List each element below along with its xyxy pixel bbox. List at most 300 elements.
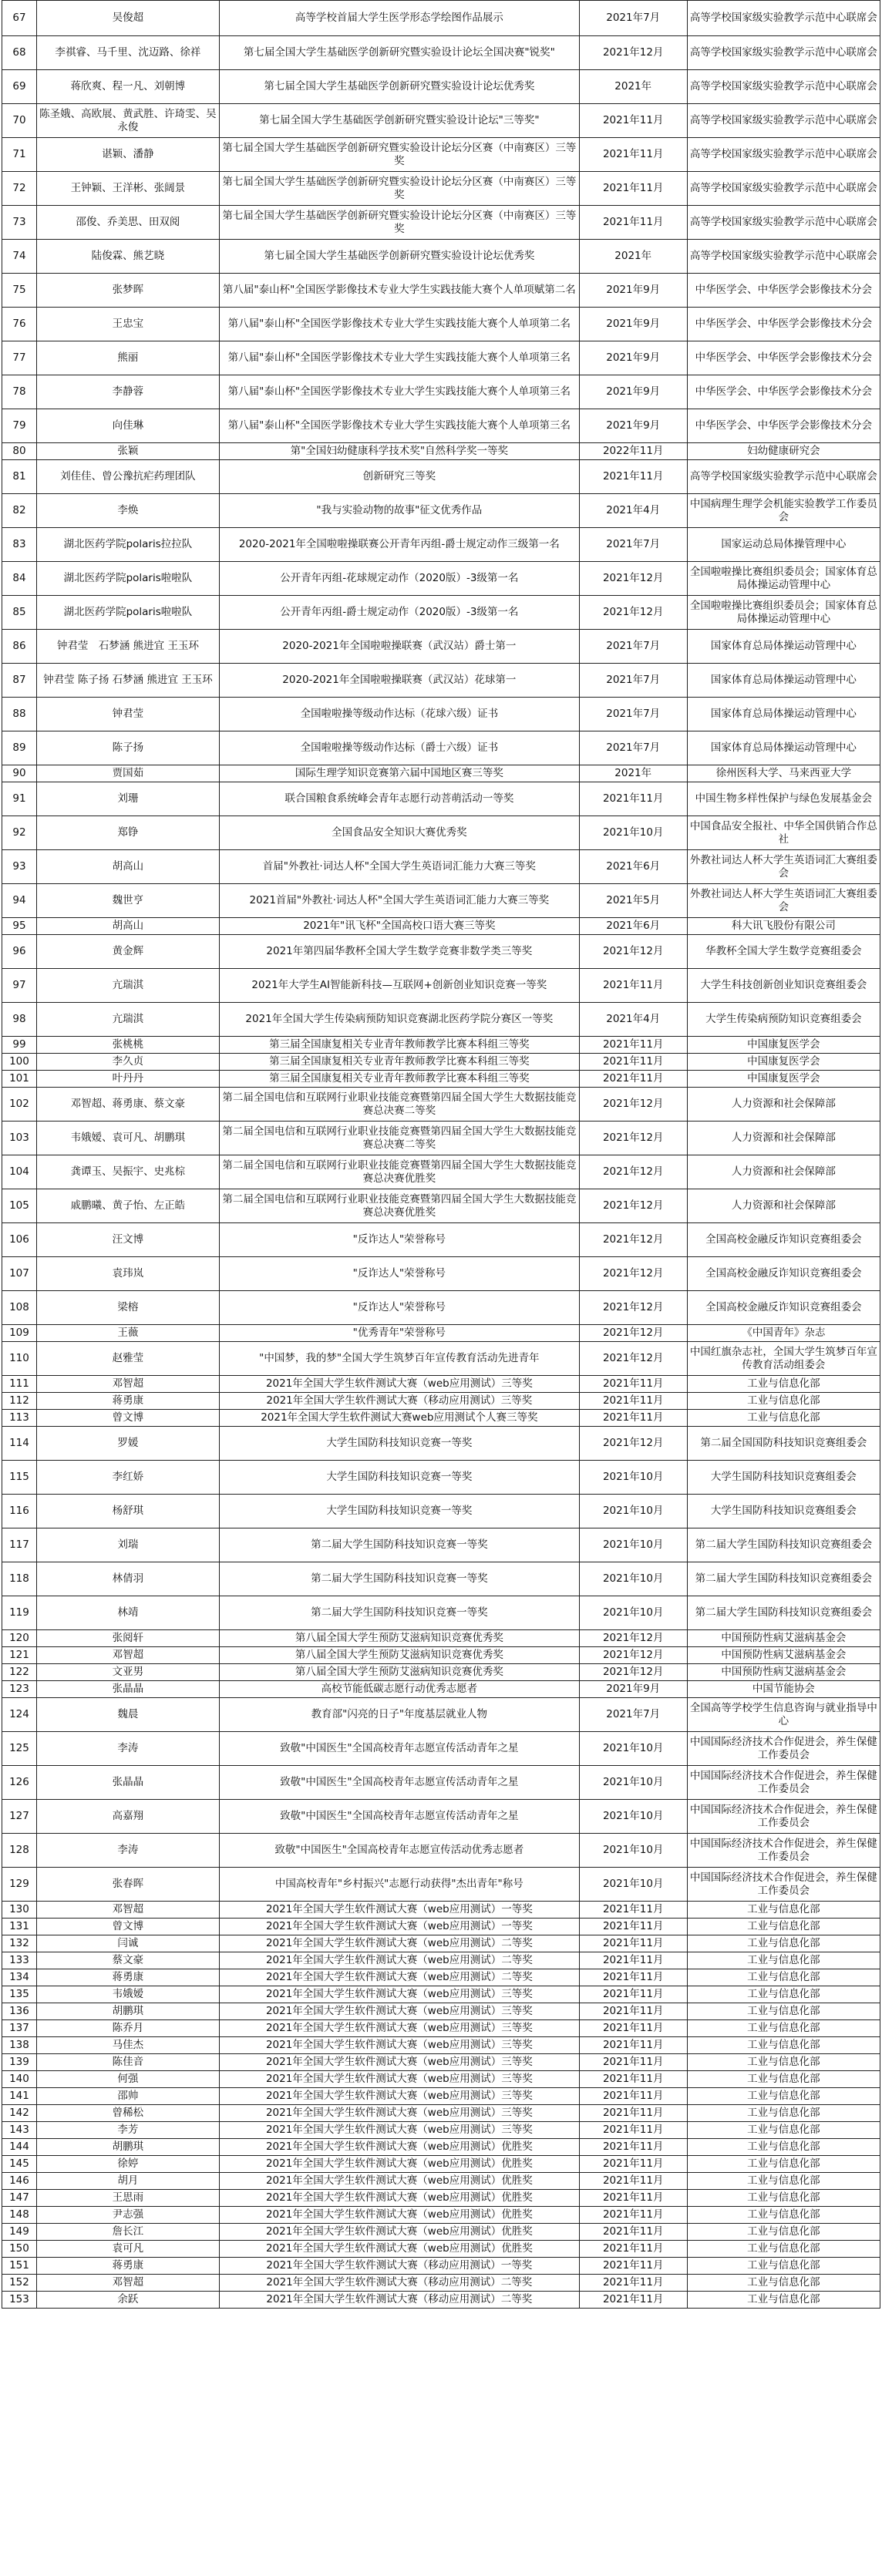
award-title: 联合国粮食系统峰会青年志愿行动菩萌活动一等奖 xyxy=(219,782,579,816)
winner-names: 陈佳音 xyxy=(36,2054,219,2071)
row-number: 96 xyxy=(2,935,37,969)
row-number: 139 xyxy=(2,2054,37,2071)
award-date: 2021年11月 xyxy=(579,1952,687,1969)
table-row xyxy=(2,1868,880,1902)
issuing-organization: 第二届全国国防科技知识竞赛组委会 xyxy=(687,1427,880,1461)
award-title: 第二届大学生国防科技知识竞赛一等奖 xyxy=(219,1528,579,1562)
award-date: 2021年11月 xyxy=(579,1393,687,1410)
issuing-organization: 工业与信息化部 xyxy=(687,2292,880,2309)
table-row xyxy=(2,2037,880,2054)
award-date: 2021年9月 xyxy=(579,274,687,308)
award-date: 2021年6月 xyxy=(579,850,687,884)
award-date: 2021年9月 xyxy=(579,308,687,341)
row-number: 88 xyxy=(2,698,37,731)
award-title: 2021年大学生AI智能新科技—互联网+创新创业知识竞赛一等奖 xyxy=(219,969,579,1003)
table-row xyxy=(2,2139,880,2156)
award-date: 2021年11月 xyxy=(579,2156,687,2173)
award-title: 2021首届"外教社·词达人杯"全国大学生英语词汇能力大赛三等奖 xyxy=(219,884,579,918)
winner-names: 邓智超 xyxy=(36,1902,219,1919)
row-number: 116 xyxy=(2,1495,37,1528)
award-date: 2021年10月 xyxy=(579,1461,687,1495)
winner-names: 袁玮岚 xyxy=(36,1257,219,1291)
row-number: 149 xyxy=(2,2224,37,2241)
row-number: 74 xyxy=(2,240,37,274)
award-date: 2021年10月 xyxy=(579,1766,687,1800)
award-title: 全国啦啦操等级动作达标（爵士六级）证书 xyxy=(219,731,579,765)
award-title: 致敬"中国医生"全国高校青年志愿宣传活动优秀志愿者 xyxy=(219,1834,579,1868)
winner-names: 张春晖 xyxy=(36,1868,219,1902)
winner-names: 杨舒琪 xyxy=(36,1495,219,1528)
issuing-organization: 中国国际经济技术合作促进会，养生保健工作委员会 xyxy=(687,1800,880,1834)
row-number: 79 xyxy=(2,409,37,443)
issuing-organization: 中国国际经济技术合作促进会，养生保健工作委员会 xyxy=(687,1834,880,1868)
award-title: 第七届全国大学生基础医学创新研究暨实验设计论坛全国决赛"锐奖" xyxy=(219,36,579,70)
row-number: 128 xyxy=(2,1834,37,1868)
issuing-organization: 中华医学会、中华医学会影像技术分会 xyxy=(687,409,880,443)
table-row xyxy=(2,1800,880,1834)
award-title: 第七届全国大学生基础医学创新研究暨实验设计论坛"三等奖" xyxy=(219,104,579,138)
winner-names: 张阅轩 xyxy=(36,1630,219,1647)
row-number: 115 xyxy=(2,1461,37,1495)
issuing-organization: 中国食品安全报社、中华全国供销合作总社 xyxy=(687,816,880,850)
award-date: 2021年11月 xyxy=(579,2224,687,2241)
award-title: 2021年全国大学生软件测试大赛（web应用测试）优胜奖 xyxy=(219,2241,579,2258)
table-row xyxy=(2,460,880,494)
award-date: 2021年12月 xyxy=(579,1189,687,1223)
winner-names: 韦娥嫒 xyxy=(36,1986,219,2003)
winner-names: 赵雅莹 xyxy=(36,1342,219,1376)
award-date: 2021年11月 xyxy=(579,2088,687,2105)
award-title: 2021年全国大学生传染病预防知识竞赛湖北医药学院分赛区一等奖 xyxy=(219,1003,579,1037)
award-date: 2021年10月 xyxy=(579,1800,687,1834)
award-title: 大学生国防科技知识竞赛一等奖 xyxy=(219,1461,579,1495)
issuing-organization: 中国国际经济技术合作促进会，养生保健工作委员会 xyxy=(687,1868,880,1902)
row-number: 141 xyxy=(2,2088,37,2105)
award-title: 2020-2021年全国啦啦操联赛（武汉站）花球第一 xyxy=(219,664,579,698)
row-number: 105 xyxy=(2,1189,37,1223)
award-title: 2021年全国大学生软件测试大赛（web应用测试）三等奖 xyxy=(219,1376,579,1393)
table-row xyxy=(2,341,880,375)
table-row xyxy=(2,1919,880,1935)
issuing-organization: 中国预防性病艾滋病基金会 xyxy=(687,1664,880,1681)
table-row xyxy=(2,2020,880,2037)
row-number: 133 xyxy=(2,1952,37,1969)
award-title: 2021年全国大学生软件测试大赛（web应用测试）一等奖 xyxy=(219,1919,579,1935)
award-title: 2020-2021年全国啦啦操联赛公开青年丙组-爵士规定动作三级第一名 xyxy=(219,528,579,562)
award-date: 2021年11月 xyxy=(579,2190,687,2207)
winner-names: 邵俊、乔美思、田双阅 xyxy=(36,206,219,240)
award-date: 2021年7月 xyxy=(579,1,687,36)
row-number: 86 xyxy=(2,630,37,664)
row-number: 77 xyxy=(2,341,37,375)
award-title: 第八届"泰山杯"全国医学影像技术专业大学生实践技能大赛个人单项赋第二名 xyxy=(219,274,579,308)
row-number: 94 xyxy=(2,884,37,918)
row-number: 70 xyxy=(2,104,37,138)
award-date: 2021年10月 xyxy=(579,1868,687,1902)
row-number: 110 xyxy=(2,1342,37,1376)
issuing-organization: 全国高校金融反诈知识竞赛组委会 xyxy=(687,1257,880,1291)
row-number: 132 xyxy=(2,1935,37,1952)
award-title: 2021年全国大学生软件测试大赛（web应用测试）三等奖 xyxy=(219,1986,579,2003)
award-title: 中国高校青年"乡村振兴"志愿行动获得"杰出青年"称号 xyxy=(219,1868,579,1902)
row-number: 135 xyxy=(2,1986,37,2003)
award-title: 第二届全国电信和互联网行业职业技能竞赛暨第四届全国大学生大数据技能竞赛总决赛二等奖 xyxy=(219,1088,579,1122)
table-row xyxy=(2,1986,880,2003)
award-title: "优秀青年"荣誉称号 xyxy=(219,1325,579,1342)
issuing-organization: 工业与信息化部 xyxy=(687,1410,880,1427)
award-date: 2021年7月 xyxy=(579,698,687,731)
award-title: 2021年全国大学生软件测试大赛（web应用测试）优胜奖 xyxy=(219,2156,579,2173)
table-row xyxy=(2,1681,880,1698)
issuing-organization: 第二届大学生国防科技知识竞赛组委会 xyxy=(687,1596,880,1630)
table-row xyxy=(2,765,880,782)
row-number: 144 xyxy=(2,2139,37,2156)
row-number: 84 xyxy=(2,562,37,596)
row-number: 125 xyxy=(2,1732,37,1766)
winner-names: 刘佳佳、曾公豫抗疟药理团队 xyxy=(36,460,219,494)
award-date: 2021年9月 xyxy=(579,409,687,443)
award-date: 2021年12月 xyxy=(579,1223,687,1257)
issuing-organization: 国家运动总局体操管理中心 xyxy=(687,528,880,562)
table-row xyxy=(2,935,880,969)
issuing-organization: 工业与信息化部 xyxy=(687,1919,880,1935)
winner-names: 邓智超 xyxy=(36,2275,219,2292)
winner-names: 魏晨 xyxy=(36,1698,219,1732)
award-date: 2021年11月 xyxy=(579,782,687,816)
row-number: 103 xyxy=(2,1122,37,1155)
winner-names: 魏世亨 xyxy=(36,884,219,918)
award-date: 2021年11月 xyxy=(579,1935,687,1952)
table-row xyxy=(2,1427,880,1461)
row-number: 122 xyxy=(2,1664,37,1681)
winner-names: 马佳杰 xyxy=(36,2037,219,2054)
award-title: 2021年全国大学生软件测试大赛web应用测试个人赛三等奖 xyxy=(219,1410,579,1427)
table-row xyxy=(2,562,880,596)
award-title: 2021年全国大学生软件测试大赛（移动应用测试）三等奖 xyxy=(219,1393,579,1410)
award-date: 2021年11月 xyxy=(579,2020,687,2037)
winner-names: 刘瑞 xyxy=(36,1528,219,1562)
table-row xyxy=(2,138,880,172)
award-date: 2021年11月 xyxy=(579,2105,687,2122)
row-number: 120 xyxy=(2,1630,37,1647)
row-number: 119 xyxy=(2,1596,37,1630)
table-row xyxy=(2,850,880,884)
award-date: 2021年11月 xyxy=(579,1037,687,1054)
winner-names: 李祺睿、马千里、沈迈路、徐祥 xyxy=(36,36,219,70)
award-date: 2021年11月 xyxy=(579,2003,687,2020)
row-number: 73 xyxy=(2,206,37,240)
winner-names: 胡高山 xyxy=(36,918,219,935)
winner-names: 谌颖、潘静 xyxy=(36,138,219,172)
award-title: 第二届全国电信和互联网行业职业技能竞赛暨第四届全国大学生大数据技能竞赛总决赛优胜奖 xyxy=(219,1155,579,1189)
issuing-organization: 全国高等学校学生信息咨询与就业指导中心 xyxy=(687,1698,880,1732)
issuing-organization: 工业与信息化部 xyxy=(687,2037,880,2054)
award-title: 大学生国防科技知识竞赛一等奖 xyxy=(219,1427,579,1461)
table-row xyxy=(2,630,880,664)
issuing-organization: 高等学校国家级实验教学示范中心联席会 xyxy=(687,172,880,206)
row-number: 113 xyxy=(2,1410,37,1427)
winner-names: 李焕 xyxy=(36,494,219,528)
table-row xyxy=(2,918,880,935)
award-date: 2021年12月 xyxy=(579,1342,687,1376)
issuing-organization: 高等学校国家级实验教学示范中心联席会 xyxy=(687,36,880,70)
award-title: 致敬"中国医生"全国高校青年志愿宣传活动青年之星 xyxy=(219,1766,579,1800)
winner-names: 胡月 xyxy=(36,2173,219,2190)
winner-names: 文亚男 xyxy=(36,1664,219,1681)
issuing-organization: 工业与信息化部 xyxy=(687,1935,880,1952)
award-date: 2021年9月 xyxy=(579,341,687,375)
row-number: 108 xyxy=(2,1291,37,1325)
winner-names: 湖北医药学院polaris啦啦队 xyxy=(36,596,219,630)
row-number: 112 xyxy=(2,1393,37,1410)
winner-names: 蔡文豪 xyxy=(36,1952,219,1969)
table-row xyxy=(2,104,880,138)
award-title: "我与实验动物的故事"征文优秀作品 xyxy=(219,494,579,528)
row-number: 114 xyxy=(2,1427,37,1461)
table-row xyxy=(2,1003,880,1037)
award-title: 第七届全国大学生基础医学创新研究暨实验设计论坛分区赛（中南赛区）三等奖 xyxy=(219,206,579,240)
issuing-organization: 中国康复医学会 xyxy=(687,1071,880,1088)
row-number: 145 xyxy=(2,2156,37,2173)
issuing-organization: 科大讯飞股份有限公司 xyxy=(687,918,880,935)
table-row xyxy=(2,1698,880,1732)
row-number: 93 xyxy=(2,850,37,884)
winner-names: 王忠宝 xyxy=(36,308,219,341)
award-date: 2021年11月 xyxy=(579,2037,687,2054)
row-number: 129 xyxy=(2,1868,37,1902)
award-date: 2021年12月 xyxy=(579,1122,687,1155)
table-row xyxy=(2,1528,880,1562)
winner-names: 林靖 xyxy=(36,1596,219,1630)
issuing-organization: 中国预防性病艾滋病基金会 xyxy=(687,1647,880,1664)
issuing-organization: 工业与信息化部 xyxy=(687,2275,880,2292)
winner-names: 何强 xyxy=(36,2071,219,2088)
award-title: 2021年全国大学生软件测试大赛（web应用测试）优胜奖 xyxy=(219,2139,579,2156)
issuing-organization: 工业与信息化部 xyxy=(687,2088,880,2105)
award-title: 创新研究三等奖 xyxy=(219,460,579,494)
award-title: 2021年全国大学生软件测试大赛（web应用测试）三等奖 xyxy=(219,2122,579,2139)
award-date: 2021年7月 xyxy=(579,731,687,765)
issuing-organization: 徐州医科大学、马来西亚大学 xyxy=(687,765,880,782)
table-row xyxy=(2,1952,880,1969)
award-date: 2021年11月 xyxy=(579,1054,687,1071)
row-number: 98 xyxy=(2,1003,37,1037)
issuing-organization: 高等学校国家级实验教学示范中心联席会 xyxy=(687,138,880,172)
winner-names: 叶丹丹 xyxy=(36,1071,219,1088)
table-row xyxy=(2,2292,880,2309)
award-title: 高等学校首届大学生医学形态学绘图作品展示 xyxy=(219,1,579,36)
award-title: 第三届全国康复相关专业青年教师教学比赛本科组三等奖 xyxy=(219,1037,579,1054)
table-row xyxy=(2,240,880,274)
winner-names: 钟君莹 xyxy=(36,698,219,731)
winner-names: 陈乔月 xyxy=(36,2020,219,2037)
winner-names: 蒋欣爽、程一凡、刘朝博 xyxy=(36,70,219,104)
award-date: 2021年7月 xyxy=(579,528,687,562)
row-number: 89 xyxy=(2,731,37,765)
table-row xyxy=(2,2224,880,2241)
winner-names: 袁可凡 xyxy=(36,2241,219,2258)
award-date: 2021年10月 xyxy=(579,1732,687,1766)
award-title: 第八届全国大学生预防艾滋病知识竞赛优秀奖 xyxy=(219,1630,579,1647)
issuing-organization: 工业与信息化部 xyxy=(687,2156,880,2173)
award-title: 第二届大学生国防科技知识竞赛一等奖 xyxy=(219,1596,579,1630)
table-row xyxy=(2,816,880,850)
table-row xyxy=(2,2190,880,2207)
award-date: 2021年6月 xyxy=(579,918,687,935)
table-row xyxy=(2,1037,880,1054)
row-number: 90 xyxy=(2,765,37,782)
issuing-organization: 第二届大学生国防科技知识竞赛组委会 xyxy=(687,1562,880,1596)
award-title: 第二届全国电信和互联网行业职业技能竞赛暨第四届全国大学生大数据技能竞赛总决赛优胜奖 xyxy=(219,1189,579,1223)
row-number: 109 xyxy=(2,1325,37,1342)
award-title: 2021年第四届华教杯全国大学生数学竞赛非数学类三等奖 xyxy=(219,935,579,969)
table-row xyxy=(2,2275,880,2292)
table-row xyxy=(2,1342,880,1376)
table-row xyxy=(2,698,880,731)
award-title: 致敬"中国医生"全国高校青年志愿宣传活动青年之星 xyxy=(219,1732,579,1766)
winner-names: 曾稀松 xyxy=(36,2105,219,2122)
award-title: 2021年全国大学生软件测试大赛（web应用测试）三等奖 xyxy=(219,2054,579,2071)
award-date: 2021年7月 xyxy=(579,1698,687,1732)
table-row xyxy=(2,664,880,698)
row-number: 67 xyxy=(2,1,37,36)
award-date: 2021年10月 xyxy=(579,1528,687,1562)
table-row xyxy=(2,2122,880,2139)
row-number: 126 xyxy=(2,1766,37,1800)
row-number: 147 xyxy=(2,2190,37,2207)
row-number: 80 xyxy=(2,443,37,460)
winner-names: 罗媛 xyxy=(36,1427,219,1461)
row-number: 75 xyxy=(2,274,37,308)
award-date: 2021年11月 xyxy=(579,1376,687,1393)
issuing-organization: 工业与信息化部 xyxy=(687,1376,880,1393)
row-number: 91 xyxy=(2,782,37,816)
issuing-organization: 全国高校金融反诈知识竞赛组委会 xyxy=(687,1223,880,1257)
row-number: 140 xyxy=(2,2071,37,2088)
row-number: 131 xyxy=(2,1919,37,1935)
issuing-organization: 外教社词达人杯大学生英语词汇大赛组委会 xyxy=(687,884,880,918)
award-date: 2021年11月 xyxy=(579,1969,687,1986)
award-date: 2021年11月 xyxy=(579,2207,687,2224)
issuing-organization: 中华医学会、中华医学会影像技术分会 xyxy=(687,308,880,341)
award-title: 第三届全国康复相关专业青年教师教学比赛本科组三等奖 xyxy=(219,1071,579,1088)
row-number: 102 xyxy=(2,1088,37,1122)
table-row xyxy=(2,2054,880,2071)
row-number: 106 xyxy=(2,1223,37,1257)
winner-names: 韦娥嫒、袁可凡、胡鹏琪 xyxy=(36,1122,219,1155)
table-row xyxy=(2,36,880,70)
table-row xyxy=(2,1071,880,1088)
award-date: 2021年11月 xyxy=(579,2258,687,2275)
award-date: 2021年11月 xyxy=(579,2173,687,2190)
award-date: 2021年11月 xyxy=(579,138,687,172)
winner-names: 胡鹏琪 xyxy=(36,2003,219,2020)
award-title: 2021年全国大学生软件测试大赛（web应用测试）二等奖 xyxy=(219,1952,579,1969)
award-date: 2021年4月 xyxy=(579,1003,687,1037)
award-title: 2021年"讯飞杯"全国高校口语大赛三等奖 xyxy=(219,918,579,935)
table-row xyxy=(2,1596,880,1630)
table-row xyxy=(2,70,880,104)
award-title: 2021年全国大学生软件测试大赛（web应用测试）三等奖 xyxy=(219,2003,579,2020)
issuing-organization: 工业与信息化部 xyxy=(687,2071,880,2088)
winner-names: 尹志强 xyxy=(36,2207,219,2224)
award-date: 2021年11月 xyxy=(579,1902,687,1919)
award-title: 第七届全国大学生基础医学创新研究暨实验设计论坛优秀奖 xyxy=(219,70,579,104)
winner-names: 陈子扬 xyxy=(36,731,219,765)
issuing-organization: 中华医学会、中华医学会影像技术分会 xyxy=(687,375,880,409)
issuing-organization: 人力资源和社会保障部 xyxy=(687,1189,880,1223)
issuing-organization: 中国预防性病艾滋病基金会 xyxy=(687,1630,880,1647)
table-row xyxy=(2,969,880,1003)
table-row xyxy=(2,1410,880,1427)
winner-names: 邓智超、蒋勇康、蔡文豪 xyxy=(36,1088,219,1122)
table-row xyxy=(2,1291,880,1325)
award-date: 2021年4月 xyxy=(579,494,687,528)
row-number: 150 xyxy=(2,2241,37,2258)
award-title: "反诈达人"荣誉称号 xyxy=(219,1223,579,1257)
award-title: 第八届"泰山杯"全国医学影像技术专业大学生实践技能大赛个人单项第三名 xyxy=(219,375,579,409)
table-row xyxy=(2,2258,880,2275)
winner-names: 徐婷 xyxy=(36,2156,219,2173)
winner-names: 胡鹏琪 xyxy=(36,2139,219,2156)
award-date: 2021年12月 xyxy=(579,1647,687,1664)
award-title: 第八届"泰山杯"全国医学影像技术专业大学生实践技能大赛个人单项第二名 xyxy=(219,308,579,341)
issuing-organization: 全国高校金融反诈知识竞赛组委会 xyxy=(687,1291,880,1325)
award-title: 教育部"闪亮的日子"年度基层就业人物 xyxy=(219,1698,579,1732)
award-date: 2021年10月 xyxy=(579,1834,687,1868)
winner-names: 邓智超 xyxy=(36,1647,219,1664)
row-number: 153 xyxy=(2,2292,37,2309)
row-number: 152 xyxy=(2,2275,37,2292)
award-date: 2021年11月 xyxy=(579,2122,687,2139)
issuing-organization: 全国啦啦操比赛组织委员会；国家体育总局体操运动管理中心 xyxy=(687,562,880,596)
issuing-organization: 高等学校国家级实验教学示范中心联席会 xyxy=(687,240,880,274)
winner-names: 熊丽 xyxy=(36,341,219,375)
award-date: 2021年12月 xyxy=(579,1257,687,1291)
table-row xyxy=(2,494,880,528)
award-date: 2021年11月 xyxy=(579,2071,687,2088)
issuing-organization: 国家体育总局体操运动管理中心 xyxy=(687,630,880,664)
table-row xyxy=(2,884,880,918)
table-row xyxy=(2,1393,880,1410)
winner-names: 李涛 xyxy=(36,1732,219,1766)
table-row xyxy=(2,1189,880,1223)
award-date: 2021年10月 xyxy=(579,816,687,850)
row-number: 111 xyxy=(2,1376,37,1393)
row-number: 127 xyxy=(2,1800,37,1834)
issuing-organization: 工业与信息化部 xyxy=(687,1902,880,1919)
award-title: 大学生国防科技知识竞赛一等奖 xyxy=(219,1495,579,1528)
table-row xyxy=(2,375,880,409)
table-row xyxy=(2,2241,880,2258)
row-number: 78 xyxy=(2,375,37,409)
winner-names: 亢瑞淇 xyxy=(36,1003,219,1037)
winner-names: 王薇 xyxy=(36,1325,219,1342)
issuing-organization: 工业与信息化部 xyxy=(687,1969,880,1986)
issuing-organization: 中华医学会、中华医学会影像技术分会 xyxy=(687,341,880,375)
award-date: 2021年12月 xyxy=(579,1088,687,1122)
award-title: 2021年全国大学生软件测试大赛（移动应用测试）一等奖 xyxy=(219,2258,579,2275)
award-date: 2021年10月 xyxy=(579,1596,687,1630)
table-row xyxy=(2,172,880,206)
table-row xyxy=(2,1223,880,1257)
table-row xyxy=(2,1054,880,1071)
winner-names: 陆俊霖、熊艺晓 xyxy=(36,240,219,274)
winner-names: 刘珊 xyxy=(36,782,219,816)
table-row xyxy=(2,308,880,341)
winner-names: 蒋勇康 xyxy=(36,1969,219,1986)
award-title: 第三届全国康复相关专业青年教师教学比赛本科组三等奖 xyxy=(219,1054,579,1071)
